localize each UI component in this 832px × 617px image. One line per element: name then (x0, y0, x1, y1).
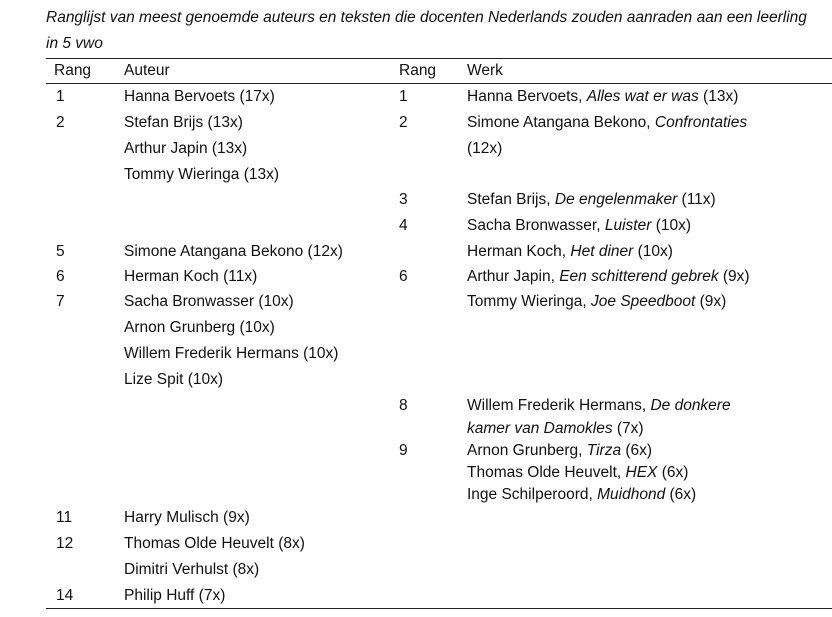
author-rank: 7 (56, 293, 65, 310)
work-entry (467, 266, 750, 288)
work-entry (467, 462, 688, 484)
author-entry: Willem Frederik Hermans (10x) (124, 345, 339, 362)
work-author: Arnon Grunberg, (467, 442, 587, 459)
author-rank: 5 (56, 243, 65, 260)
work-rank: 2 (399, 114, 408, 131)
author-entry: Harry Mulisch (9x) (124, 509, 250, 526)
work-title: Alles wat er was (586, 88, 699, 105)
work-rank: 3 (399, 191, 408, 208)
author-entry: Philip Huff (7x) (124, 587, 226, 604)
work-entry (467, 215, 691, 237)
header-rank: Rang (54, 62, 92, 79)
work-author: Willem Frederik Hermans, (467, 397, 651, 414)
work-title: Joe Speedboot (591, 293, 696, 310)
work-title: Een schitterend gebrek (559, 268, 719, 285)
author-rank: 14 (56, 587, 74, 604)
work-count: (6x) (665, 486, 697, 503)
header-work: Werk (467, 62, 503, 79)
work-count: (11x) (677, 191, 716, 208)
work-title: Luister (604, 217, 652, 234)
top-rule (46, 58, 832, 59)
header-author: Auteur (124, 62, 170, 79)
work-count: (10x) (651, 217, 692, 234)
author-rank: 12 (56, 535, 74, 552)
work-entry (467, 86, 738, 108)
work-author: Simone Atangana Bekono, (467, 114, 655, 131)
author-entry: Herman Koch (11x) (124, 268, 258, 285)
work-entry (467, 291, 726, 313)
work-count: (6x) (657, 464, 689, 481)
author-entry: Arthur Japin (13x) (124, 140, 248, 157)
work-count: (10x) (633, 243, 673, 260)
work-entry-continued (467, 418, 644, 440)
work-title: Muidhond (597, 486, 666, 503)
work-title: Tirza (586, 442, 622, 459)
header-rule (46, 83, 832, 84)
work-entry (467, 395, 731, 417)
work-count: (9x) (695, 293, 727, 310)
work-author: Sacha Bronwasser, (467, 217, 605, 234)
work-entry (467, 484, 696, 506)
author-rank: 6 (56, 268, 65, 285)
work-author: Tommy Wieringa, (467, 293, 592, 310)
author-entry: Thomas Olde Heuvelt (8x) (124, 535, 305, 552)
work-entry (467, 189, 716, 211)
work-count: (7x) (612, 420, 644, 437)
work-rank: 9 (399, 442, 408, 459)
author-entry: Stefan Brijs (13x) (124, 114, 243, 131)
work-count: (9x) (718, 268, 750, 285)
work-title: Confrontaties (654, 114, 748, 131)
author-entry: Dimitri Verhulst (8x) (124, 561, 260, 578)
work-entry (467, 440, 652, 462)
table-caption: Ranglijst van meest genoemde auteurs en teksten die docenten Nederlands zouden aanraden aan een leerling in 5 vwo (46, 9, 807, 52)
work-title: Het diner (570, 243, 634, 260)
bottom-rule (46, 608, 832, 609)
author-entry: Simone Atangana Bekono (12x) (124, 243, 343, 260)
author-entry: Sacha Bronwasser (10x) (124, 293, 294, 310)
work-author: Inge Schilperoord, (467, 486, 598, 503)
work-author: Arthur Japin, (467, 268, 560, 285)
work-count: (13x) (698, 88, 739, 105)
work-title: HEX (625, 464, 658, 481)
work-count: (12x) (467, 140, 503, 157)
work-entry (467, 112, 747, 134)
author-rank: 11 (56, 509, 73, 526)
work-rank: 1 (399, 88, 408, 105)
author-entry: Lize Spit (10x) (124, 371, 224, 388)
work-author: Stefan Brijs, (467, 191, 555, 208)
work-entry (467, 241, 673, 263)
author-entry: Arnon Grunberg (10x) (124, 319, 275, 336)
work-author: Thomas Olde Heuvelt, (467, 464, 626, 481)
author-entry: Hanna Bervoets (17x) (124, 88, 275, 105)
work-author: Herman Koch, (467, 243, 571, 260)
work-count: (6x) (621, 442, 653, 459)
work-title: De donkere (650, 397, 731, 414)
work-title: De engelenmaker (554, 191, 678, 208)
author-rank: 1 (56, 88, 65, 105)
work-author: Hanna Bervoets, (467, 88, 587, 105)
author-entry: Tommy Wieringa (13x) (124, 166, 280, 183)
work-rank: 4 (399, 217, 408, 234)
author-rank: 2 (56, 114, 65, 131)
work-rank: 8 (399, 397, 408, 414)
header-rank-works: Rang (399, 62, 437, 79)
work-title: kamer van Damokles (467, 420, 613, 437)
work-rank: 6 (399, 268, 408, 285)
